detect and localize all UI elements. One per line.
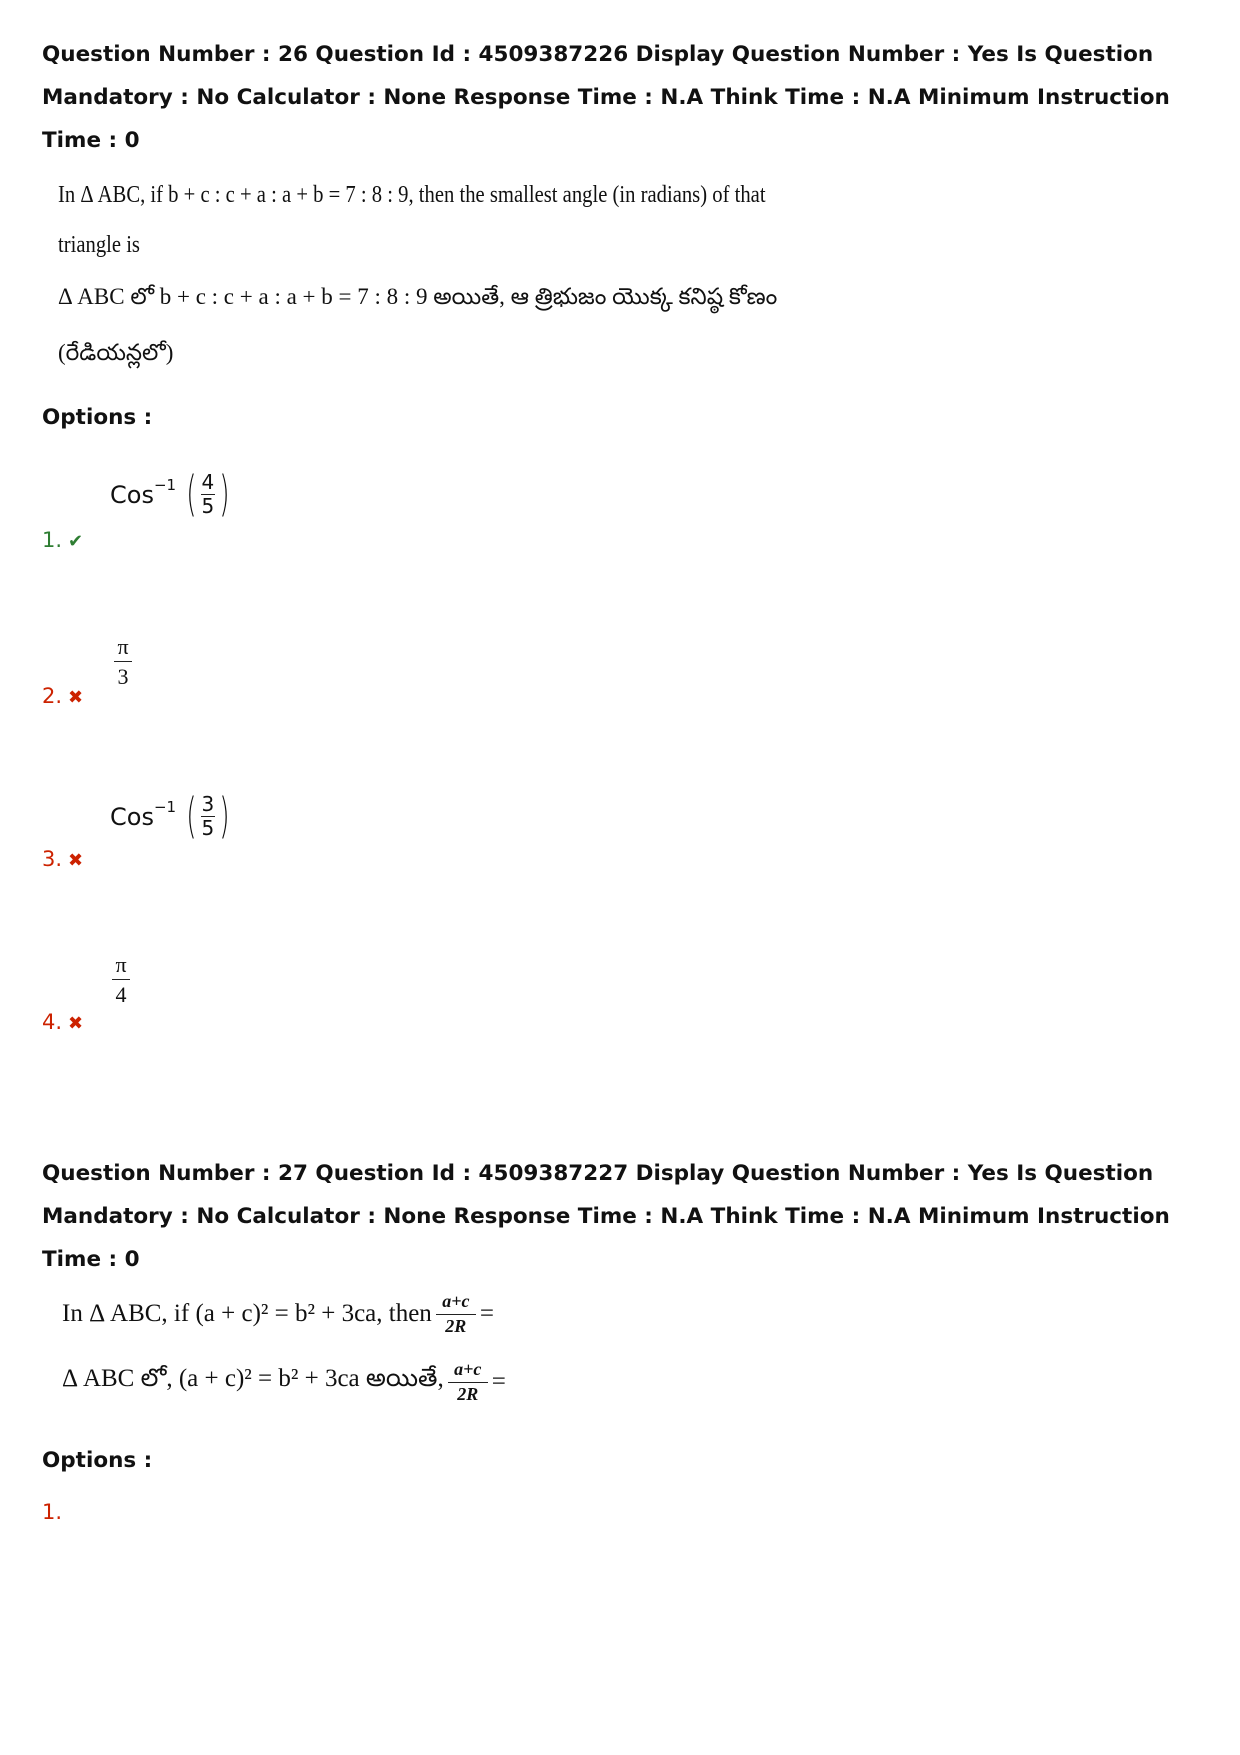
option-3-denominator: 5 (201, 815, 215, 840)
right-paren: ) (219, 466, 230, 522)
cross-icon: ✖ (68, 850, 84, 871)
question-26-meta-line-1: Question Number : 26 Question Id : 4509387226 Display Question Number : Yes Is Question (42, 42, 1154, 67)
option-3-fraction (182, 788, 233, 844)
question-27-options-label: Options : (42, 1448, 153, 1473)
option-2-expression[interactable] (114, 634, 132, 690)
fraction-bar (114, 661, 132, 662)
option-3-expression[interactable] (110, 788, 234, 844)
question-26-meta (42, 33, 1170, 162)
right-paren: ) (219, 788, 230, 844)
option-1-func-name: Cos (110, 480, 154, 509)
question-26-options-label: Options : (42, 405, 153, 430)
question-26-english-line-1: In Δ ABC, if b + c : c + a : a + b = 7 : 8 : 9, then the smallest angle (in radians) of that (58, 182, 766, 208)
question-26-telugu-line-1: Δ ABC లో b + c : c + a : a + b = 7 : 8 : 9 అయితే, ఆ త్రిభుజం యొక్క కనిష్ఠ కోణం (58, 284, 778, 309)
question-27-english-prefix: In Δ ABC, if (a + c)² = b² + 3ca, then (62, 1300, 432, 1328)
option-1-function (110, 475, 177, 509)
option-4-expression[interactable] (112, 952, 130, 1008)
question-27-meta-line-1: Question Number : 27 Question Id : 4509387227 Display Question Number : Yes Is Question (42, 1161, 1154, 1186)
equals-sign: = (479, 1300, 494, 1328)
option-3-number (42, 847, 83, 871)
question-27-telugu-prefix: Δ ABC లో, (a + c)² = b² + 3ca అయితే, (62, 1365, 444, 1393)
option-2-numerator: π (117, 634, 129, 659)
question-27-english-fraction (436, 1292, 476, 1337)
fraction-bar (112, 979, 130, 980)
question-27-telugu-line (62, 1360, 506, 1405)
equals-sign: = (491, 1368, 506, 1396)
fraction-numerator: a+c (454, 1359, 482, 1379)
question-26-meta-line-3: Time : 0 (42, 128, 140, 153)
option-4-denominator: 4 (115, 982, 127, 1008)
option-1-fraction (182, 466, 233, 522)
option-1-number-text: 1. (42, 528, 63, 552)
question-27-telugu-fraction (448, 1360, 488, 1405)
option-4-numerator: π (115, 952, 127, 977)
question-26-telugu-line-2: (రేడియన్లలో) (58, 340, 174, 365)
question-26-meta-line-2: Mandatory : No Calculator : None Response Time : N.A Think Time : N.A Minimum Instruction (42, 85, 1170, 110)
option-1-expression[interactable] (110, 466, 234, 522)
question-26-english-line-2: triangle is (58, 232, 140, 258)
question-27-english-line (62, 1292, 494, 1337)
fraction-denominator: 2R (457, 1383, 479, 1404)
fraction-numerator: a+c (442, 1291, 470, 1311)
check-icon: ✔ (68, 531, 84, 552)
option-4-number (42, 1010, 83, 1034)
cross-icon: ✖ (68, 1013, 84, 1034)
left-paren: ( (186, 466, 197, 522)
option-1-number (42, 528, 83, 552)
question-27-meta (42, 1152, 1170, 1281)
left-paren: ( (186, 788, 197, 844)
option-3-numerator: 3 (201, 791, 215, 816)
option-2-number-text: 2. (42, 684, 63, 708)
option-3-function (110, 797, 177, 831)
question-27-meta-line-3: Time : 0 (42, 1247, 140, 1272)
option-3-func-sup: −1 (153, 797, 177, 816)
option-3-func-name: Cos (110, 802, 154, 831)
cross-icon: ✖ (68, 687, 84, 708)
question-27-meta-line-2: Mandatory : No Calculator : None Response Time : N.A Think Time : N.A Minimum Instruction (42, 1204, 1170, 1229)
option-4-number-text: 4. (42, 1010, 63, 1034)
fraction-bar (436, 1314, 476, 1315)
fraction-bar (448, 1382, 488, 1383)
option-1-func-sup: −1 (153, 475, 177, 494)
option-1-numerator: 4 (201, 469, 215, 494)
option-1-denominator: 5 (201, 493, 215, 518)
question-27-option-1-number: 1. (42, 1500, 63, 1524)
option-3-number-text: 3. (42, 847, 63, 871)
fraction-denominator: 2R (445, 1315, 467, 1336)
option-2-number (42, 684, 83, 708)
option-2-denominator: 3 (117, 664, 129, 690)
